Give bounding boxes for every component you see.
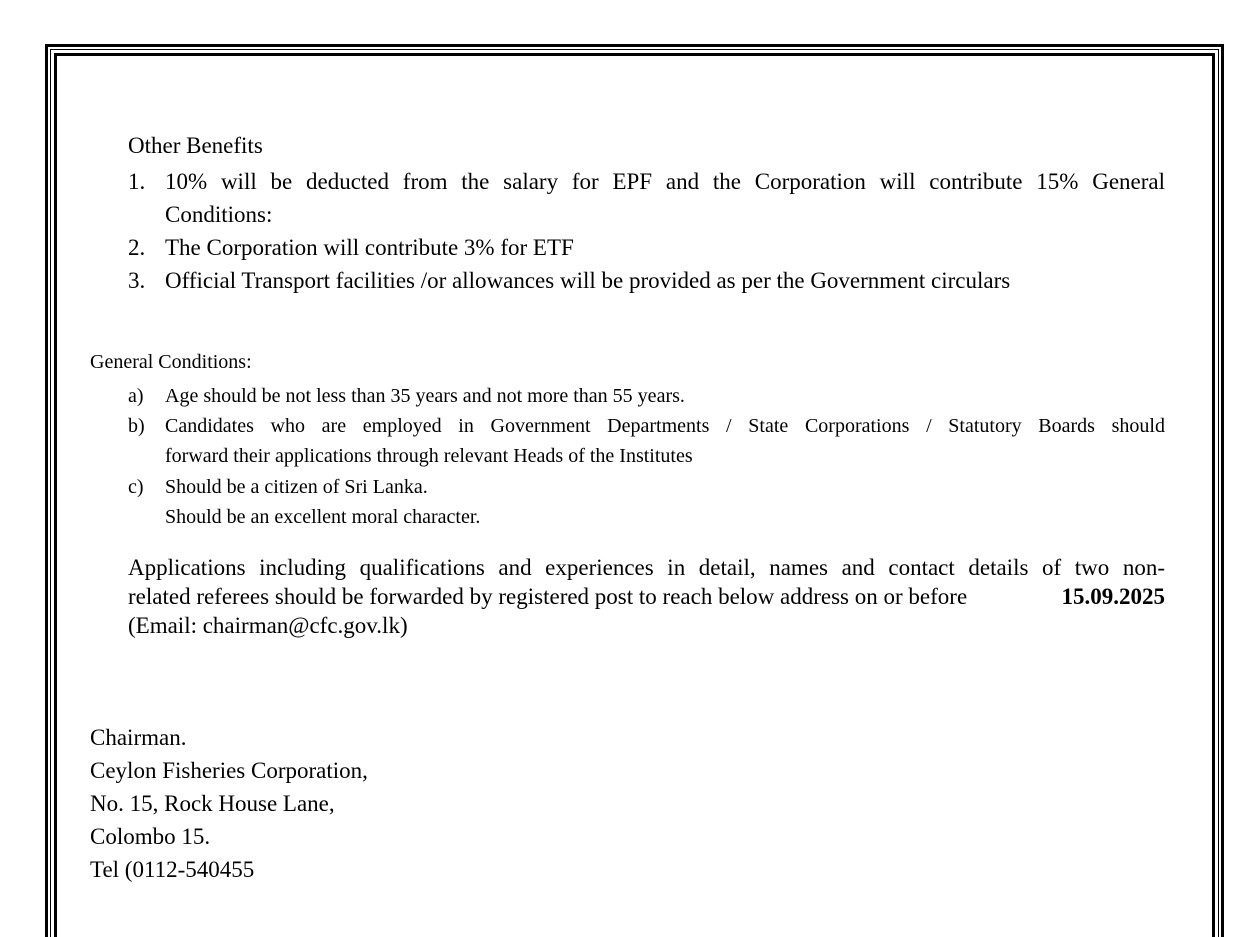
list-marker: 1. xyxy=(128,169,146,194)
benefit-item xyxy=(128,165,1165,231)
conditions-heading: General Conditions: xyxy=(90,351,252,373)
address-title: Chairman. xyxy=(90,725,187,750)
application-email: (Email: chairman@cfc.gov.lk) xyxy=(128,613,408,638)
list-marker: b) xyxy=(128,415,145,437)
condition-text-line: forward their applications through relevant Heads of the Institutes xyxy=(165,445,693,467)
application-text-line: Applications including qualifications and experiences in detail, names and contact details of two non- xyxy=(128,555,1165,580)
deadline-date: 15.09.2025 xyxy=(1061,584,1165,609)
condition-text-line: Age should be not less than 35 years and not more than 55 years. xyxy=(165,385,685,407)
address-city: Colombo 15. xyxy=(90,824,211,849)
benefit-item xyxy=(128,264,1165,297)
application-text: related referees should be forwarded by registered post to reach below address on or before xyxy=(128,584,968,609)
benefits-heading: Other Benefits xyxy=(128,133,263,158)
condition-text-line: Candidates who are employed in Government Departments / State Corporations / Statutory Boards should xyxy=(165,415,1165,437)
application-text-line xyxy=(128,582,1165,611)
list-marker: a) xyxy=(128,385,144,407)
condition-item xyxy=(128,411,1165,471)
address-organization: Ceylon Fisheries Corporation, xyxy=(90,758,368,783)
condition-text-line: Should be a citizen of Sri Lanka. xyxy=(165,476,428,498)
list-marker: 3. xyxy=(128,268,146,293)
condition-item xyxy=(128,472,1165,532)
benefit-text-line: The Corporation will contribute 3% for ETF xyxy=(165,235,574,260)
condition-text-line: Should be an excellent moral character. xyxy=(165,506,481,528)
list-marker: 2. xyxy=(128,235,146,260)
list-marker: c) xyxy=(128,476,144,498)
benefit-item xyxy=(128,231,1165,264)
address-street: No. 15, Rock House Lane, xyxy=(90,791,335,816)
condition-item xyxy=(128,381,1165,411)
benefit-text-line: 10% will be deducted from the salary for EPF and the Corporation will contribute 15% General xyxy=(165,169,1165,194)
benefit-text-line: Conditions: xyxy=(165,202,273,227)
address-telephone: Tel (0112-540455 xyxy=(90,857,255,882)
benefit-text-line: Official Transport facilities /or allowances will be provided as per the Government circulars xyxy=(165,268,1011,293)
application-paragraph xyxy=(128,553,1165,640)
